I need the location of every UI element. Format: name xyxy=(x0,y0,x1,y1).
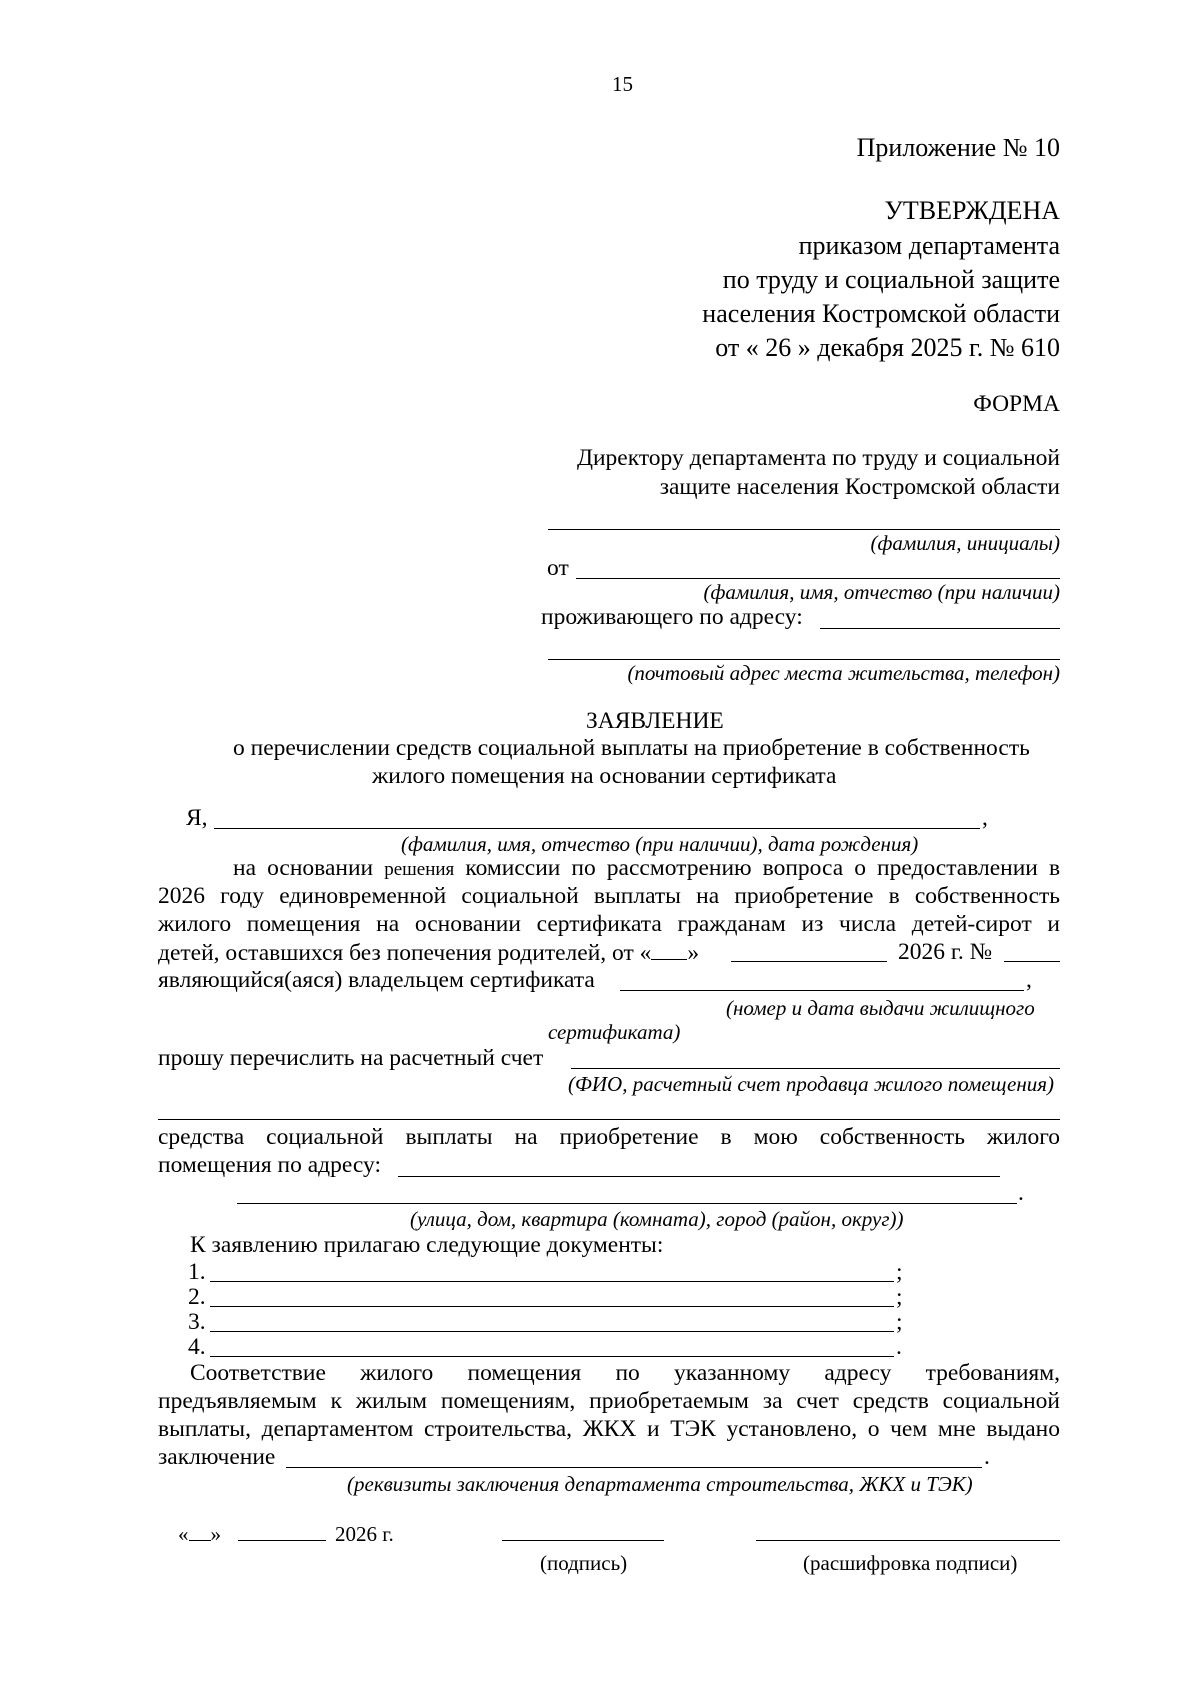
caption-fio: (фамилия, имя, отчество (при наличии) xyxy=(703,580,1060,604)
attachment-end-2: ; xyxy=(896,1284,903,1310)
attachment-field-2[interactable] xyxy=(210,1306,894,1307)
caption-i: (фамилия, имя, отчество (при наличии), дата рождения) xyxy=(401,832,919,856)
approved-line-1: приказом департамента xyxy=(798,231,1060,260)
para1-line-1 xyxy=(233,855,1060,882)
para1-text-4a: детей, оставшихся без попечения родителей, от « xyxy=(158,940,652,966)
attachment-num-3: 3. xyxy=(188,1309,206,1335)
funds-line xyxy=(158,1124,1060,1151)
caption-cert-2: сертификата) xyxy=(548,1020,681,1044)
conclusion-field[interactable] xyxy=(286,1467,982,1468)
date-close-quote: » xyxy=(210,1522,221,1546)
applicant-name-field[interactable] xyxy=(576,578,1060,579)
caption-address: (почтовый адрес места жительства, телефон) xyxy=(627,661,1060,685)
seller-account-field-2[interactable] xyxy=(158,1119,1060,1120)
caption-sign: (подпись) xyxy=(540,1551,628,1575)
para1-text-4c: 2026 г. № xyxy=(898,939,993,965)
residing-address-field[interactable] xyxy=(820,628,1060,629)
attachment-field-4[interactable] xyxy=(210,1356,894,1357)
para1-text-b: комиссии по рассмотрению вопроса о предоставлении в xyxy=(465,855,1061,881)
i-label: Я, xyxy=(186,805,208,831)
conformity-line-3 xyxy=(158,1416,1060,1443)
signature-year: 2026 г. xyxy=(335,1522,394,1546)
owner-label: являющийся(аяся) владельцем сертификата xyxy=(158,967,595,993)
from-label: от xyxy=(547,555,569,581)
caption-street: (улица, дом, квартира (комната), город (район, округ)) xyxy=(410,1207,904,1231)
attachment-field-3[interactable] xyxy=(210,1331,894,1332)
signature-day-field[interactable] xyxy=(189,1524,211,1541)
approved-label: УТВЕРЖДЕНА xyxy=(884,196,1060,225)
approved-line-3: населения Костромской области xyxy=(702,299,1060,328)
i-trailing-comma: , xyxy=(982,805,988,831)
appendix-label: Приложение № 10 xyxy=(856,133,1060,162)
caption-decode: (расшифровка подписи) xyxy=(803,1551,1018,1575)
signature-field[interactable] xyxy=(502,1540,664,1541)
owner-trailing-comma: , xyxy=(1026,967,1032,993)
addressee-line-2: защите населения Костромской области xyxy=(659,474,1060,500)
signature-month-field[interactable] xyxy=(238,1540,326,1541)
residing-label: проживающего по адресу: xyxy=(541,604,803,630)
seller-account-field[interactable] xyxy=(571,1068,1060,1069)
caption-initials: (фамилия, инициалы) xyxy=(870,531,1060,555)
date-open-quote: « xyxy=(178,1522,189,1546)
conclusion-label: заключение xyxy=(158,1444,276,1470)
para1-line-3 xyxy=(158,911,1060,938)
para1-line-4 xyxy=(158,939,699,967)
signature-decode-field[interactable] xyxy=(756,1540,1060,1541)
director-name-field[interactable] xyxy=(548,529,1060,530)
conformity-text-3: выплаты, департаментом строительства, ЖКХ и ТЭК установлено, о чем мне выдано xyxy=(158,1416,1060,1442)
para1-text-2: 2026 году единовременной социальной выплаты на приобретение в собственность xyxy=(158,883,1060,909)
title-line-1: о перечислении средств социальной выплаты на приобретение в собственность xyxy=(233,735,1030,761)
caption-conclusion: (реквизиты заключения департамента строительства, ЖКХ и ТЭК) xyxy=(347,1472,973,1496)
property-address-field-2[interactable] xyxy=(237,1203,1017,1204)
para1-text-3: жилого помещения на основании сертификата гражданам из числа детей-сирот и xyxy=(158,911,1060,937)
addressee-line-1: Директору департамента по труду и социальной xyxy=(576,445,1060,471)
postal-address-field[interactable] xyxy=(548,659,1060,660)
caption-cert-1: (номер и дата выдачи жилищного xyxy=(726,996,1035,1020)
conformity-text-2: предъявляемым к жилым помещениям, приобретаемым за счет средств социальной xyxy=(158,1388,1060,1414)
property-address-field[interactable] xyxy=(398,1176,1000,1177)
applicant-full-name-field[interactable] xyxy=(214,828,980,829)
certificate-field[interactable] xyxy=(620,990,1024,991)
title-line-2: жилого помещения на основании сертификата xyxy=(372,763,837,789)
attachment-end-4: . xyxy=(896,1334,902,1360)
attachment-end-1: ; xyxy=(896,1259,903,1285)
address-label: помещения по адресу: xyxy=(158,1152,381,1178)
conformity-line-1 xyxy=(190,1360,1060,1387)
attach-label: К заявлению прилагаю следующие документы: xyxy=(190,1232,664,1258)
form-label: ФОРМА xyxy=(973,391,1060,417)
document-title: ЗАЯВЛЕНИЕ xyxy=(586,708,724,734)
attachment-num-1: 1. xyxy=(188,1259,206,1285)
funds-text: средства социальной выплаты на приобретение в мою собственность жилого xyxy=(158,1124,1060,1150)
decision-number-field[interactable] xyxy=(1004,961,1060,962)
attachment-num-4: 4. xyxy=(188,1334,206,1360)
para1-line-2 xyxy=(158,883,1060,910)
para1-text-a: на основании xyxy=(233,855,374,881)
para1-text-4b: » xyxy=(687,940,700,966)
conformity-line-2 xyxy=(158,1388,1060,1415)
caption-seller: (ФИО, расчетный счет продавца жилого помещения) xyxy=(568,1072,1055,1096)
decision-month-field[interactable] xyxy=(731,961,887,962)
approved-line-4: от « 26 » декабря 2025 г. № 610 xyxy=(715,333,1060,362)
attachment-field-1[interactable] xyxy=(210,1281,894,1282)
decision-day-field[interactable] xyxy=(651,939,687,960)
conformity-text-1: Соответствие жилого помещения по указанному адресу требованиям, xyxy=(190,1360,1060,1386)
conclusion-trailing-dot: . xyxy=(984,1444,990,1470)
signature-date xyxy=(178,1522,221,1547)
transfer-label: прошу перечислить на расчетный счет xyxy=(158,1045,544,1071)
page-number: 15 xyxy=(612,72,633,96)
para1-text-small: решения xyxy=(384,859,455,880)
attachment-end-3: ; xyxy=(896,1309,903,1335)
attachment-num-2: 2. xyxy=(188,1284,206,1310)
address-trailing-dot: . xyxy=(1018,1180,1024,1206)
approved-line-2: по труду и социальной защите xyxy=(722,265,1060,294)
